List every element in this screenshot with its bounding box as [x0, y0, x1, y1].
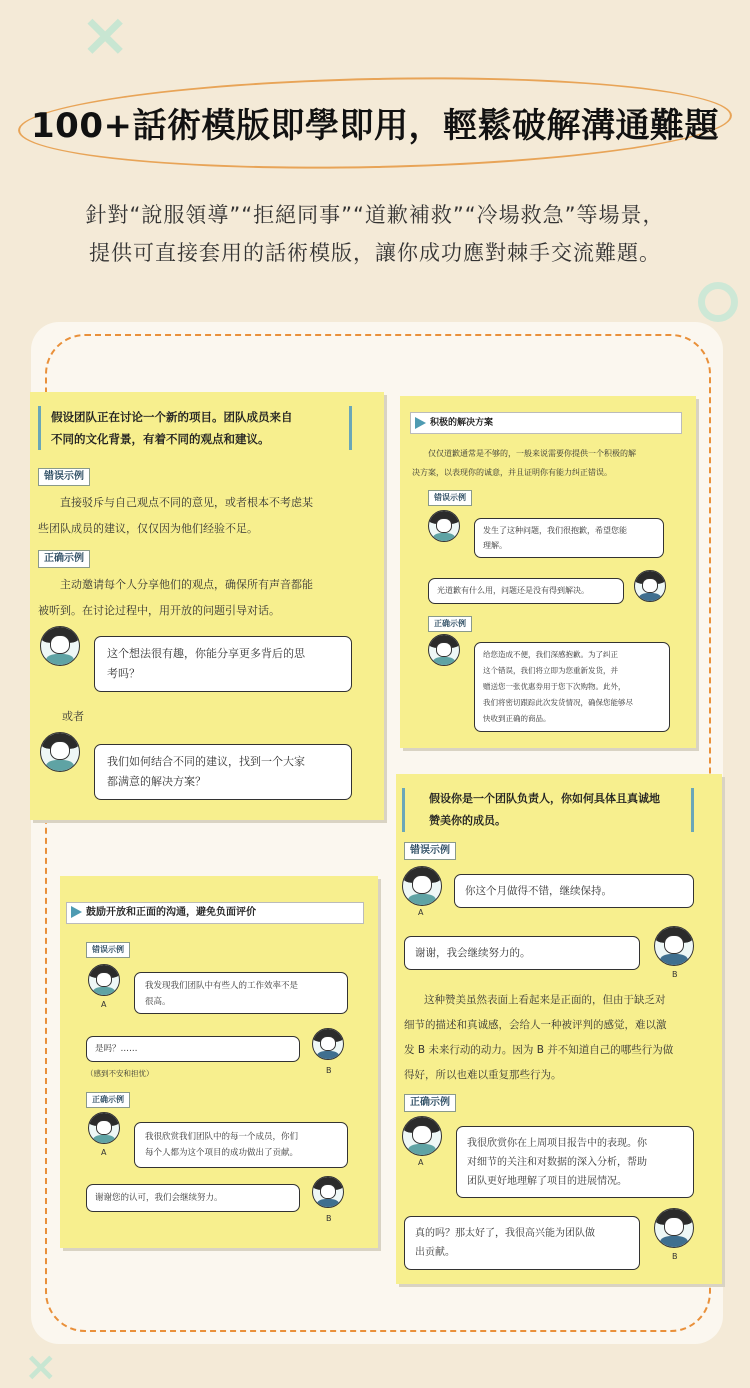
- decorative-x-icon: ×: [24, 1344, 58, 1388]
- triangle-icon: [415, 417, 426, 429]
- speaker-label: B: [672, 1252, 678, 1261]
- subtitle-line: 針對“說服領導”“拒絕同事”“道歉補救”“冷場救急”等場景，: [85, 203, 665, 227]
- speech-bubble: 谢谢，我会继续努力的。: [404, 936, 640, 970]
- speaker-label: A: [418, 1158, 424, 1167]
- subtitle: [0, 196, 750, 272]
- speech-bubble: 你这个月做得不错，继续保持。: [454, 874, 694, 908]
- title-line: 赞美你的成员。: [429, 814, 506, 827]
- speech-bubble: 我发现我们团队中有些人的工作效率不是 很高。: [134, 972, 348, 1014]
- speech-bubble: 我很欣赏我们团队中的每一个成员，你们 每个人都为这个项目的成功做出了贡献。: [134, 1122, 348, 1168]
- headline-block: [18, 68, 732, 178]
- title-line: 不同的文化背景，有着不同的观点和建议。: [51, 432, 270, 446]
- section-title-bar: 积极的解决方案: [410, 412, 682, 434]
- avatar: [40, 626, 80, 666]
- speaker-label: B: [326, 1214, 332, 1223]
- avatar: [428, 510, 460, 542]
- avatar: [312, 1028, 344, 1060]
- emotion-note: （感到不安和担忧）: [86, 1069, 154, 1078]
- speech-bubble: 这个想法很有趣，你能分享更多背后的思 考吗？: [94, 636, 352, 692]
- title-line: 假设团队正在讨论一个新的项目。团队成员来自: [51, 410, 293, 424]
- wrong-example-tag: 错误示例: [428, 490, 472, 506]
- avatar: [40, 732, 80, 772]
- avatar: [312, 1176, 344, 1208]
- avatar: [654, 926, 694, 966]
- right-example-tag: 正确示例: [86, 1092, 130, 1108]
- right-example-text: 主动邀请每个人分享他们的观点，确保所有声音都能 被听到。在讨论过程中，用开放的问题引导对话。: [38, 578, 313, 617]
- avatar: [428, 634, 460, 666]
- avatar: [402, 866, 442, 906]
- wrong-example-tag: 错误示例: [86, 942, 130, 958]
- wrong-example-tag: 错误示例: [38, 468, 90, 486]
- speaker-label: A: [101, 1148, 107, 1157]
- speech-bubble: 给您造成不便，我们深感抱歉。为了纠正 这个错误，我们将立即为您重新发货，并 赠送您一张优惠券用于您下次购物。此外， 我们将密切跟踪此次发货情况，确保您能够尽 快收到正确的商品。: [474, 642, 670, 732]
- card-team-discussion: [30, 392, 384, 820]
- decorative-x-icon: ×: [80, 0, 131, 70]
- speech-bubble: 光道歉有什么用，问题还是没有得到解决。: [428, 578, 624, 604]
- section-title-bar: 鼓励开放和正面的沟通，避免负面评价: [66, 902, 364, 924]
- card-sincere-praise: [396, 774, 722, 1284]
- right-example-tag: 正确示例: [404, 1094, 456, 1112]
- avatar: [88, 1112, 120, 1144]
- card-positive-solution: [400, 396, 696, 748]
- speaker-label: B: [672, 970, 678, 979]
- avatar: [654, 1208, 694, 1248]
- analysis-text: 这种赞美虽然表面上看起来是正面的，但由于缺乏对 细节的描述和真诚感，会给人一种被评判的感觉，难以激 发 B 未来行动的动力。因为 B 并不知道自己的哪些行为做 得好，所以也难以重复那些行为。: [404, 994, 674, 1081]
- avatar: [402, 1116, 442, 1156]
- right-example-tag: 正确示例: [428, 616, 472, 632]
- wrong-example-tag: 错误示例: [404, 842, 456, 860]
- subtitle-line: 提供可直接套用的話術模版，讓你成功應對棘手交流難題。: [89, 241, 661, 265]
- speaker-label: B: [326, 1066, 332, 1075]
- speech-bubble: 谢谢您的认可，我们会继续努力。: [86, 1184, 300, 1212]
- triangle-icon: [71, 906, 82, 918]
- speech-bubble: 真的吗？那太好了，我很高兴能为团队做 出贡献。: [404, 1216, 640, 1270]
- intro-text: 仅仅道歉通常是不够的，一般来说需要你提供一个积极的解 决方案，以表现你的诚意，并且证明你有能力纠正错误。: [412, 449, 636, 477]
- page-title: 100+話術模版即學即用，輕鬆破解溝通難題: [31, 106, 719, 146]
- speaker-label: A: [418, 908, 424, 917]
- speech-bubble: 发生了这种问题，我们很抱歉，希望您能 理解。: [474, 518, 664, 558]
- speech-bubble: 我很欣赏你在上周项目报告中的表现。你 对细节的关注和对数据的深入分析，帮助 团队更好地理解了项目的进展情况。: [456, 1126, 694, 1198]
- speech-bubble: 我们如何结合不同的建议，找到一个大家 都满意的解决方案？: [94, 744, 352, 800]
- scenario-title: [402, 788, 694, 832]
- speech-bubble: 是吗？……: [86, 1036, 300, 1062]
- avatar: [634, 570, 666, 602]
- right-example-tag: 正确示例: [38, 550, 90, 568]
- decorative-circle-icon: [698, 282, 738, 322]
- wrong-example-text: 直接驳斥与自己观点不同的意见，或者根本不考虑某 些团队成员的建议，仅仅因为他们经验不足。: [38, 496, 313, 535]
- card-open-communication: [60, 876, 378, 1248]
- avatar: [88, 964, 120, 996]
- or-text: 或者: [62, 710, 84, 723]
- speaker-label: A: [101, 1000, 107, 1009]
- title-line: 假设你是一个团队负责人，你如何具体且真诚地: [429, 792, 660, 805]
- scenario-title: [38, 406, 352, 450]
